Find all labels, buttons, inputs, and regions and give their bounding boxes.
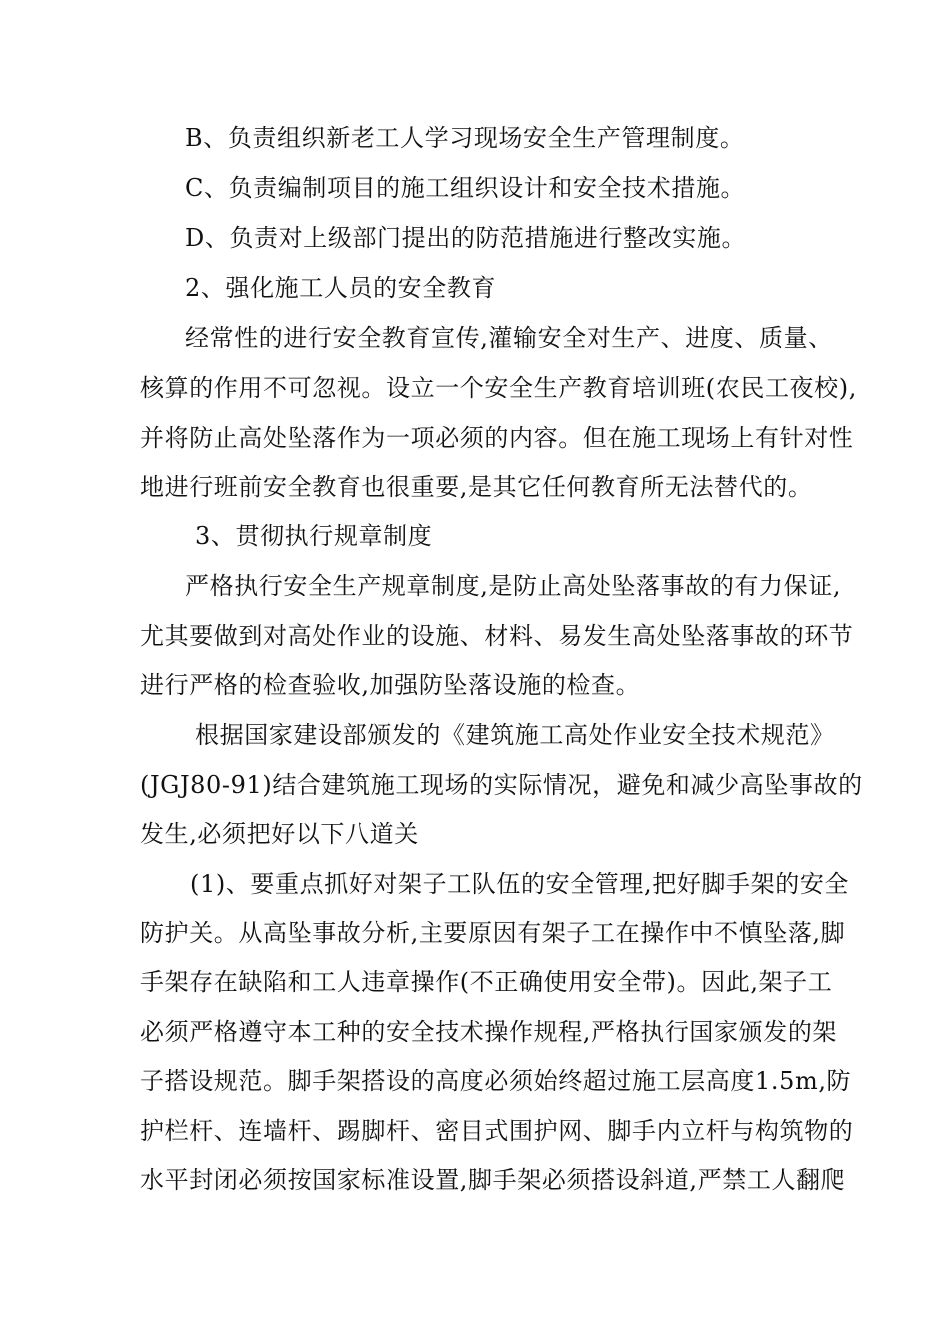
- section-heading-2: 2、强化施工人员的安全教育: [185, 274, 497, 302]
- section-heading-3: 3、贯彻执行规章制度: [195, 522, 433, 550]
- text-line-17: 防护关。从高坠事故分析,主要原因有架子工在操作中不慎坠落,脚: [140, 919, 846, 947]
- text-line-10: 严格执行安全生产规章制度,是防止高处坠落事故的有力保证,: [185, 572, 842, 600]
- text-line-2: C、负责编制项目的施工组织设计和安全技术措施。: [185, 174, 746, 202]
- text-line-16: (1)、要重点抓好对架子工队伍的安全管理,把好脚手架的安全: [190, 870, 850, 898]
- text-line-12: 进行严格的检查验收,加强防坠落设施的检查。: [140, 671, 641, 699]
- text-line-22: 水平封闭必须按国家标准设置,脚手架必须搭设斜道,严禁工人翻爬: [140, 1166, 846, 1194]
- text-line-6: 核算的作用不可忽视。设立一个安全生产教育培训班(农民工夜校),: [140, 374, 857, 402]
- text-line-1: B、负责组织新老工人学习现场安全生产管理制度。: [185, 124, 745, 152]
- text-line-13: 根据国家建设部颁发的《建筑施工高处作业安全技术规范》: [195, 721, 835, 749]
- text-line-5: 经常性的进行安全教育宣传,灌输安全对生产、进度、质量、: [185, 324, 833, 352]
- text-line-8: 地进行班前安全教育也很重要,是其它任何教育所无法替代的。: [140, 473, 813, 501]
- text-line-15: 发生,必须把好以下八道关: [140, 820, 419, 848]
- text-line-11: 尤其要做到对高处作业的设施、材料、易发生高处坠落事故的环节: [140, 622, 854, 650]
- text-line-14: (JGJ80-91)结合建筑施工现场的实际情况，避免和减少高坠事故的: [140, 771, 863, 799]
- text-line-20: 子搭设规范。脚手架搭设的高度必须始终超过施工层高度1.5m,防: [140, 1067, 852, 1095]
- text-line-3: D、负责对上级部门提出的防范措施进行整改实施。: [185, 224, 747, 252]
- text-line-21: 护栏杆、连墙杆、踢脚杆、密目式围护网、脚手内立杆与构筑物的: [140, 1117, 854, 1145]
- text-line-7: 并将防止高处坠落作为一项必须的内容。但在施工现场上有针对性: [140, 424, 854, 452]
- text-line-18: 手架存在缺陷和工人违章操作(不正确使用安全带)。因此,架子工: [140, 968, 833, 996]
- text-line-19: 必须严格遵守本工种的安全技术操作规程,严格执行国家颁发的架: [140, 1018, 838, 1046]
